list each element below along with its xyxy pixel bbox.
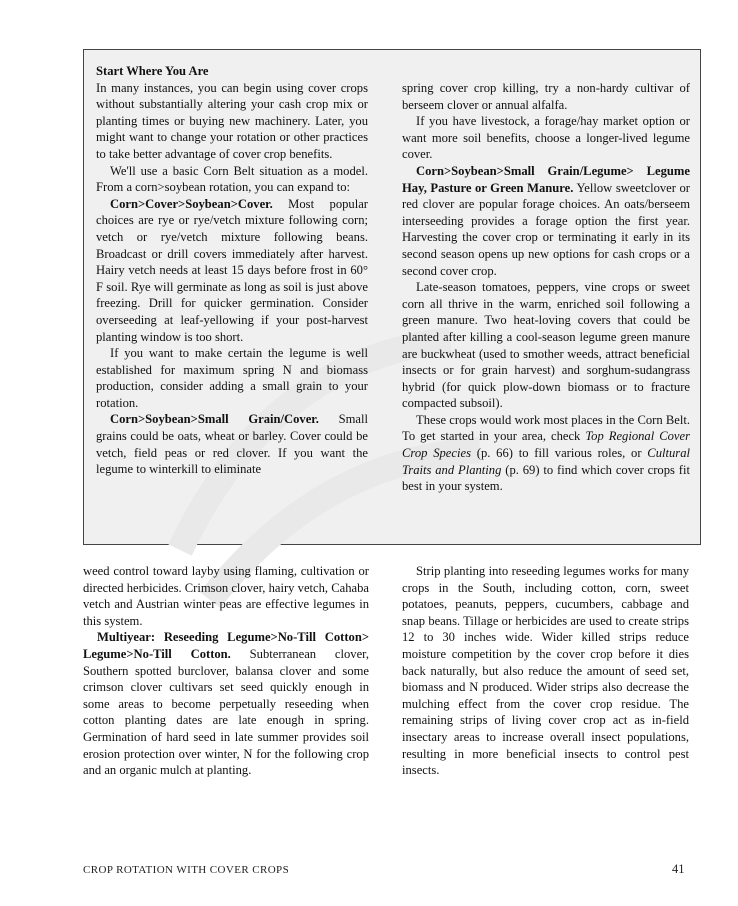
sidebar-paragraph bbox=[96, 411, 368, 477]
sidebar-paragraph: spring cover crop killing, try a non-hardy cultivar of berseem clover or annual alfalfa. bbox=[402, 81, 690, 112]
sidebar-right-column bbox=[402, 80, 690, 495]
sidebar-paragraph: Late-season tomatoes, peppers, vine crops or sweet corn all thrive in the warm, enriched soil following a green manure. Two heat-loving covers that could be planted after killing a cool-season legume green manure are buckwheat (used to smother weeds, attract beneficial insects or for grain harvest) and sorghum-sudangrass hybrid (for quick plow-down biomass or to fracture compacted subsoil). bbox=[402, 280, 690, 411]
sidebar-left-column bbox=[96, 63, 368, 478]
main-left-column bbox=[83, 563, 369, 779]
paragraph-text: (p. 69) to find which cover crops fit best in your system. bbox=[402, 462, 690, 494]
cross-reference: Top Regional Cover Crop Species bbox=[402, 429, 690, 461]
cross-reference: Cultural Traits and Planting bbox=[402, 446, 690, 477]
sidebar-paragraph bbox=[402, 412, 690, 495]
paragraph-text: Small grains could be oats, wheat or barley. Cover could be vetch, field peas or red clover. If you want the legume to winterkill to eliminate bbox=[96, 412, 368, 477]
body-paragraph bbox=[83, 629, 369, 778]
paragraph-text: Subterranean clover, Southern spotted burclover, balansa clover and some crimson clover cultivars set seed quickly enough in some areas to become perpetually reseeding when cotton planting dates are late enough in spring. Germination of hard seed in late summer provides soil erosion protection over winter, N for the following crop and an organic mulch at planting. bbox=[83, 646, 369, 778]
sidebar-title: Start Where You Are bbox=[96, 64, 209, 78]
rotation-heading: Corn>Cover>Soybean>Cover. bbox=[110, 196, 273, 211]
rotation-heading: Corn>Soybean>Small Grain/Legume> Legume Hay, Pasture or Green Manure. bbox=[402, 163, 690, 195]
sidebar-paragraph bbox=[96, 196, 368, 345]
sidebar-paragraph: We'll use a basic Corn Belt situation as a model. From a corn>soybean rotation, you can expand to: bbox=[96, 163, 368, 195]
paragraph-text: These crops would work most places in the Corn Belt. To get started in your area, check bbox=[402, 412, 690, 444]
sidebar-paragraph bbox=[402, 163, 690, 279]
sidebar-paragraph: If you want to make certain the legume is well established for maximum spring N and biomass production, consider adding a small grain to your rotation. bbox=[96, 346, 368, 410]
rotation-heading: Corn>Soybean>Small Grain/Cover. bbox=[110, 412, 319, 427]
body-paragraph: weed control toward layby using flaming, cultivation or directed herbicides. Crimson clover, hairy vetch, Cahaba vetch and Austrian winter peas are effective legumes in this system. bbox=[83, 564, 369, 628]
sidebar-paragraph: If you have livestock, a forage/hay market option or want more soil benefits, choose a longer-lived legume cover. bbox=[402, 114, 690, 162]
paragraph-text: (p. 66) to fill various roles, or bbox=[470, 446, 648, 461]
rotation-heading: Multiyear: Reseeding Legume>No-Till Cotton> Legume>No-Till Cotton. bbox=[83, 630, 369, 661]
sidebar-paragraph: In many instances, you can begin using cover crops without substantially altering your cash crop mix or planting times or buying new machinery. Later, you might want to change your rotation or other practices to take better advantage of cover crop benefits. bbox=[96, 80, 368, 161]
paragraph-text: Yellow sweetclover or red clover are popular forage choices. An oats/berseem interseeding provides a forage option the first year. Harvesting the cover crop or terminating it early in its second season opens up new options for cash crops or a second cover crop. bbox=[402, 180, 690, 278]
paragraph-text: Most popular choices are rye or rye/vetch mixture following corn; vetch or rye/vetch mixture following beans. Broadcast or drill covers immediately after harvest. Hairy vetch needs at least 15 days before frost in 60° F soil. Rye will germinate as long as soil is just above freezing. Drill for quicker germination. Consider overseeding at leaf-yellowing if your post-harvest planting window is too short. bbox=[96, 196, 368, 344]
running-footer: CROP ROTATION WITH COVER CROPS bbox=[83, 864, 290, 876]
page-number: 41 bbox=[672, 862, 685, 876]
body-paragraph: Strip planting into reseeding legumes works for many crops in the South, including cotton, corn, sweet potatoes, peanuts, peppers, cucumbers, cabbage and snap beans. Tillage or herbicides are used to create strips 12 to 30 inches wide. Wider killed strips reduce moisture competition by the cover crop before it dies back naturally, but also reduce the amount of seed set, biomass and N produced. Wider strips also decrease the mulching effect from the cover crop residue. The remaining strips of living cover crop act as in-field insectary areas to increase overall insect populations, resulting in more beneficial insects to control pest insects. bbox=[402, 564, 689, 778]
main-right-column bbox=[402, 563, 689, 779]
